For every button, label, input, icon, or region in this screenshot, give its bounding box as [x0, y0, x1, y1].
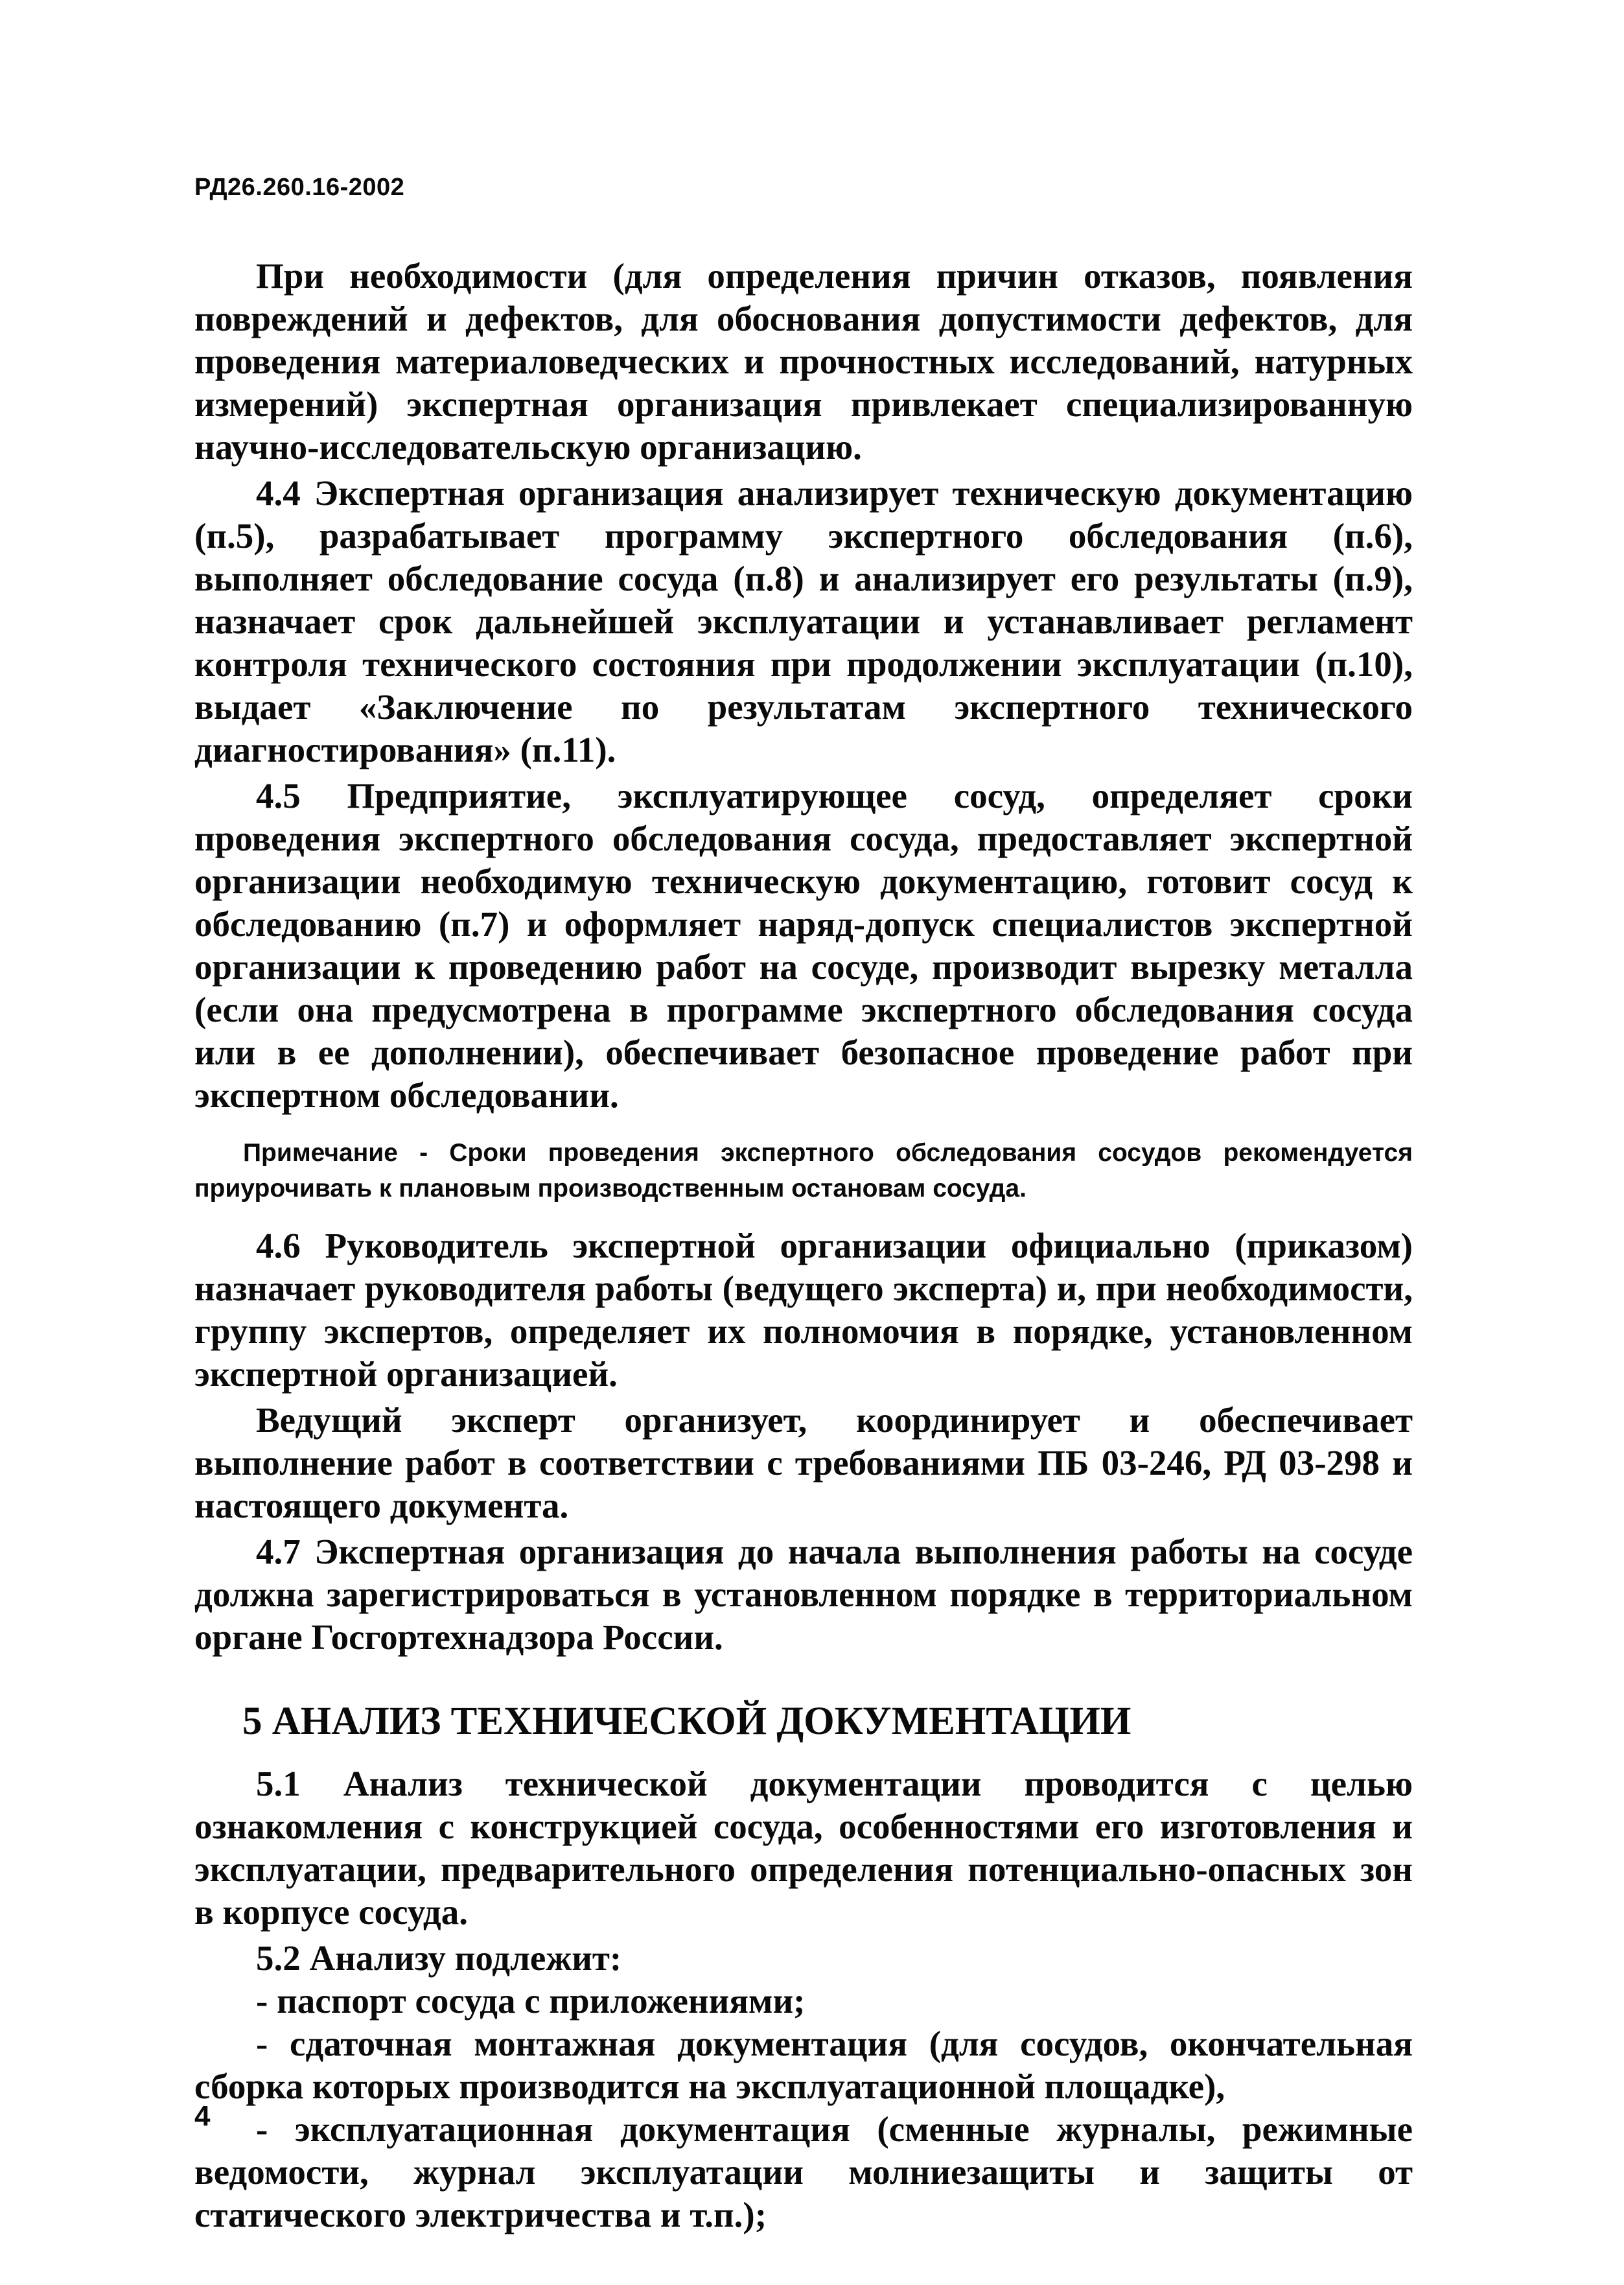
- paragraph-5-2: 5.2 Анализу подлежит:: [256, 1938, 622, 1978]
- paragraph-lead-expert: Ведущий эксперт организует, координирует и обеспечивает выполнение работ в соответствии с требованиями ПБ 03-246, РД 03-298 и настоящего документа.: [194, 1400, 1413, 1525]
- list-item: - эксплуатационная документация (сменные журналы, режимные ведомости, журнал эксплуатации молниезащиты и защиты от статического электричества и т.п.);: [194, 2109, 1413, 2234]
- paragraph-4-6: 4.6 Руководитель экспертной организации официально (приказом) назначает руководителя работы (ведущего эксперта) и, при необходимости, группу экспертов, определяет их полномочия в порядке, установленном экспертной организацией.: [194, 1226, 1413, 1394]
- paragraph-4-4: 4.4 Экспертная организация анализирует техническую документацию (п.5), разрабатывает программу экспертного обследования (п.6), выполняет обследование сосуда (п.8) и анализирует его результаты (п.9), назначает срок дальнейшей эксплуатации и устанавливает регламент контроля технического состояния при продолжении эксплуатации (п.10), выдает «Заключение по результатам экспертного технического диагностирования» (п.11).: [194, 473, 1413, 769]
- note: Примечание - Сроки проведения экспертного обследования сосудов рекомендуется приурочивать к плановым производственным остановам сосуда.: [194, 1139, 1413, 1202]
- paragraph-5-1: 5.1 Анализ технической документации проводится с целью ознакомления с конструкцией сосуда, особенностями его изготовления и эксплуатации, предварительного определения потенциально-опасных зон в корпусе сосуда.: [194, 1764, 1413, 1932]
- document-body: [194, 255, 1413, 2236]
- document-code: РД26.260.16-2002: [194, 174, 405, 201]
- page-number: 4: [194, 2100, 211, 2132]
- paragraph-expert-involvement: При необходимости (для определения причин отказов, появления повреждений и дефектов, для обоснования допустимости дефектов, для проведения материаловедческих и прочностных исследований, натурных измерений) экспертная организация привлекает специализированную научно-исследовательскую организацию.: [194, 256, 1413, 467]
- paragraph-4-7: 4.7 Экспертная организация до начала выполнения работы на сосуде должна зарегистрироваться в установленном порядке в территориальном органе Госгортехнадзора России.: [194, 1532, 1413, 1657]
- paragraph-4-5: 4.5 Предприятие, эксплуатирующее сосуд, определяет сроки проведения экспертного обследования сосуда, предоставляет экспертной организации необходимую техническую документацию, готовит сосуд к обследованию (п.7) и оформляет наряд-допуск специалистов экспертной организации к проведению работ на сосуде, производит вырезку металла (если она предусмотрена в программе экспертного обследования сосуда или в ее дополнении), обеспечивает безопасное проведение работ при экспертном обследовании.: [194, 776, 1413, 1115]
- list-item: - паспорт сосуда с приложениями;: [256, 1981, 806, 2021]
- list-item: - сдаточная монтажная документация (для сосудов, окончательная сборка которых производится на эксплуатационной площадке),: [194, 2024, 1413, 2106]
- section-5-title: 5 АНАЛИЗ ТЕХНИЧЕСКОЙ ДОКУМЕНТАЦИИ: [242, 1700, 1131, 1743]
